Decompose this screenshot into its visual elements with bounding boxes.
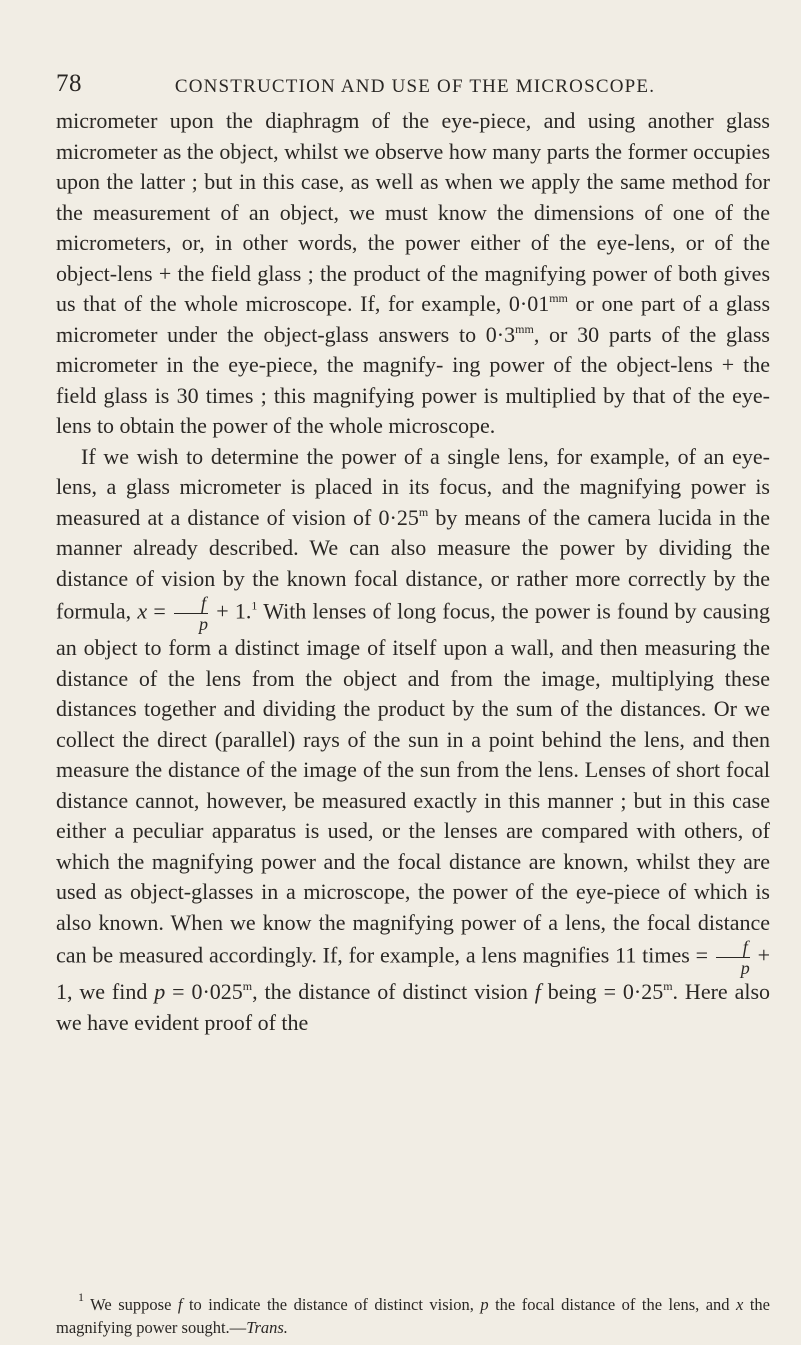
fraction-f-over-p-second: $\frac{f}{p}$ — [716, 938, 750, 977]
paragraph-single-lens: If we wish to determine the power of a single lens, for example, of an eye-lens, a glass micrometer is placed in its focus, and the magnifying power is measured at a distance of vision of $0\cdot 25^m$ by means of the camera lucida in the manner already described. We can also measure the power by dividing the distance of vision by the known focal distance, or rather more correctly by the formula, x = $\frac{f}{p}$ + 1.$^1$ With lenses of long focus, the power is found by causing an object to form a distinct image of itself upon a wall, and then measuring the distance of the lens from the object and from the image, multiplying these distances together and dividing the product by the sum of the distances. Or we collect the direct (parallel) rays of the sun in a point behind the lens, and then measure the distance of the image of the sun from the lens. Lenses of short focal distance cannot, however, be measured exactly in this manner ; but in this case either a peculiar apparatus is used, or the lenses are compared with others, of which the magnifying power and the focal distance are known, whilst they are used as object-glasses in a microscope, the power of the eye-piece of which is also known. When we know the magnifying power of a lens, the focal distance can be measured accordingly. If, for example, a lens magnifies 11 times = $\frac{f}{p}$ + 1, we find $p = 0\cdot 025^m$, the distance of distinct vision f being = $0\cdot 25^m$. Here also we have evident proof of the — [56, 443, 771, 1035]
page-number: 78 — [56, 70, 82, 97]
translator-credit: Trans. — [246, 1318, 288, 1337]
running-title: CONSTRUCTION AND USE OF THE MICROSCOPE. — [174, 76, 656, 97]
fraction-f-over-p: $\frac{f}{p}$ — [174, 594, 208, 633]
page-header — [0, 68, 801, 108]
footnote-mark: 1 — [78, 1290, 84, 1304]
paragraph-continued: micrometer upon the diaphragm of the eye-piece, and using another glass micrometer as the object, whilst we observe how many parts the former occupies upon the latter ; but in this case, as well as when we apply the same method for the measurement of an object, we must know the dimensions of one of the micrometers, or, in other words, the power either of the eye-lens, or of the object-lens + the field glass ; the product of the magnifying power of both gives us that of the whole microscope. If, for example, $0\cdot 01^{mm}$ or one part of a glass micrometer under the object-glass answers to $0\cdot 3^{mm}$, or 30 parts of the glass micrometer in the eye-piece, the magnify- ing power of the object-lens + the field glass is 30 times ; this magnifying power is multiplied by that of the eye-lens to obtain the power of the whole microscope. — [56, 108, 771, 438]
formula-x: x — [137, 598, 148, 624]
footnote: $^1$ We suppose f to indicate the distance of distinct vision, p the focal distance of the lens, and x the magnifying power sought.—Trans. — [56, 1290, 770, 1337]
body-text — [56, 106, 770, 1038]
footnote-reference: 1 — [251, 598, 258, 613]
